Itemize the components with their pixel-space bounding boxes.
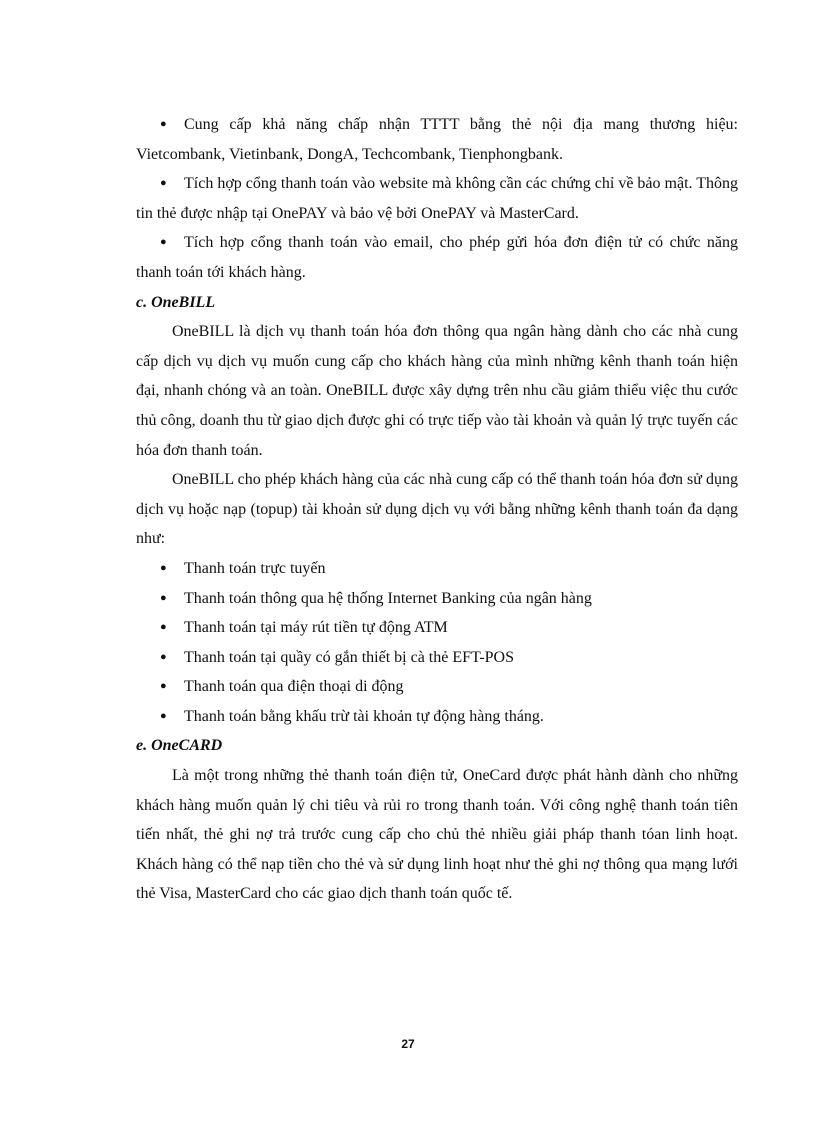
feature-bullet (136, 169, 738, 228)
bullet-icon: ● (160, 591, 167, 604)
page-number: 27 (401, 1037, 415, 1051)
onebill-paragraph-1: OneBILL là dịch vụ thanh toán hóa đơn thông qua ngân hàng dành cho các nhà cung cấp dịch vụ dịch vụ muốn cung cấp cho khách hàng của mình những kênh thanh toán hiện đại, nhanh chóng và an toàn. OneBILL được xây dựng trên nhu cầu giảm thiểu việc thu cước thủ công, doanh thu từ giao dịch được ghi có trực tiếp vào tài khoản và quản lý trực tuyến các hóa đơn thanh toán. (136, 323, 738, 459)
bullet-icon: ● (160, 561, 167, 574)
payment-channel-item (136, 554, 738, 584)
onecard-paragraph: Là một trong những thẻ thanh toán điện tử, OneCard được phát hành dành cho những khách hàng muốn quản lý chi tiêu và rủi ro trong thanh toán. Với công nghệ thanh toán tiên tiến nhất, thẻ ghi nợ trả trước cung cấp cho chủ thẻ nhiều giải pháp thanh tóan linh hoạt. Khách hàng có thể nạp tiền cho thẻ và sử dụng linh hoạt như thẻ ghi nợ thông qua mạng lưới thẻ Visa, MasterCard cho các giao dịch thanh toán quốc tế. (136, 767, 738, 903)
payment-channel-item (136, 584, 738, 614)
bullet-icon: ● (160, 709, 167, 722)
payment-channel-text: Thanh toán tại máy rút tiền tự động ATM (184, 619, 448, 637)
feature-bullet-text: Tích hợp cổng thanh toán vào website mà không cần các chứng chỉ về bảo mật. Thông tin thẻ được nhập tại OnePAY và bảo vệ bởi OnePAY và MasterCard. (136, 175, 739, 222)
bullet-icon: ● (160, 680, 167, 693)
feature-bullet-text: Tích hợp cổng thanh toán vào email, cho phép gửi hóa đơn điện tử có chức năng thanh toán tới khách hàng. (136, 234, 738, 281)
payment-channel-item (136, 702, 738, 732)
bullet-icon: ● (160, 118, 167, 130)
payment-channel-text: Thanh toán qua điện thoại di động (184, 678, 404, 696)
payment-channel-text: Thanh toán tại quầy có gắn thiết bị cà thẻ EFT-POS (184, 648, 515, 666)
section-heading-onebill: c. OneBILL (136, 293, 216, 311)
payment-channel-item (136, 643, 738, 673)
feature-bullet-text: Cung cấp khả năng chấp nhận TTTT bằng thẻ nội địa mang thương hiệu: Vietcombank, Vietinbank, DongA, Techcombank, Tienphongbank. (136, 116, 738, 163)
feature-bullet (136, 228, 738, 287)
bullet-icon: ● (160, 236, 167, 249)
bullet-icon: ● (160, 177, 167, 190)
section-heading-onecard: e. OneCARD (136, 737, 223, 755)
payment-channel-item (136, 672, 738, 702)
payment-channel-text: Thanh toán thông qua hệ thống Internet Banking của ngân hàng (184, 589, 592, 607)
feature-bullet (136, 110, 738, 169)
bullet-icon: ● (160, 621, 167, 634)
payment-channel-text: Thanh toán trực tuyến (184, 559, 326, 577)
bullet-icon: ● (160, 650, 167, 663)
onebill-paragraph-2: OneBILL cho phép khách hàng của các nhà cung cấp có thể thanh toán hóa đơn sử dụng dịch vụ hoặc nạp (topup) tài khoản sử dụng dịch vụ với bằng những kênh thanh toán đa dạng như: (136, 471, 738, 548)
page-content (136, 110, 738, 909)
payment-channel-text: Thanh toán bằng khấu trừ tài khoản tự động hàng tháng. (184, 707, 544, 725)
payment-channel-item (136, 613, 738, 643)
